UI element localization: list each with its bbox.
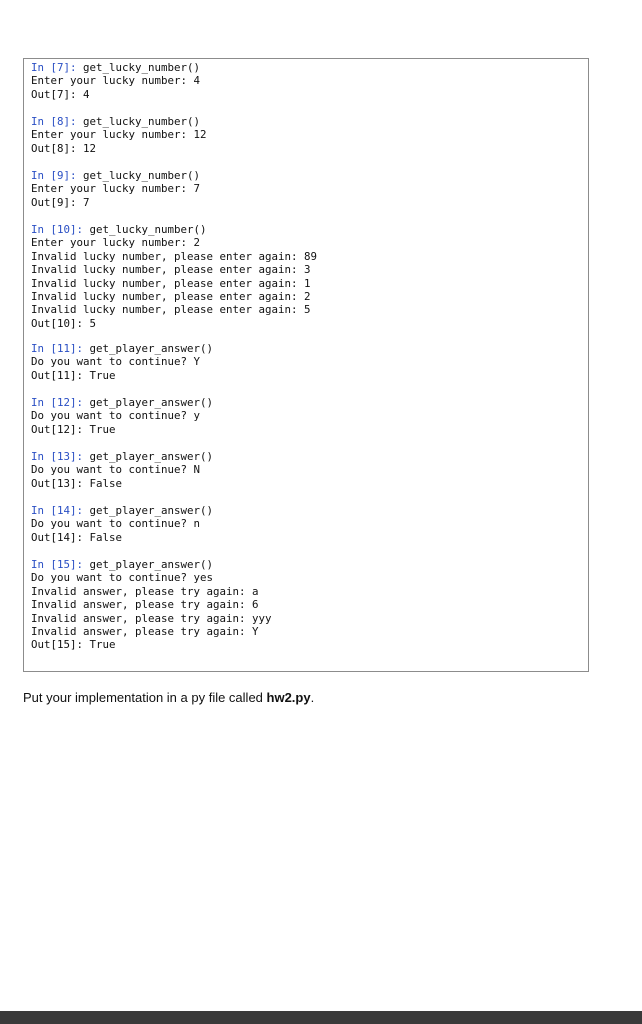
in-prompt: In [8]: <box>31 115 77 128</box>
instruction-filename: hw2.py <box>266 690 311 705</box>
cell-result-line <box>31 369 213 382</box>
cell-result-line <box>31 638 272 651</box>
cell-output-line: Invalid lucky number, please enter again: 89 <box>31 249 318 263</box>
out-prompt: Out[15]: <box>31 638 84 652</box>
in-prompt: In [14]: <box>31 504 84 517</box>
out-prompt: Out[14]: <box>31 530 84 544</box>
cell-result: 7 <box>76 195 90 209</box>
cell-input-line <box>31 61 200 74</box>
cell-code: get_lucky_number() <box>76 169 201 182</box>
cell-result-line <box>31 317 317 330</box>
notebook-cell <box>31 396 213 436</box>
cell-input-line <box>31 115 207 128</box>
out-prompt: Out[10]: <box>31 316 84 330</box>
in-prompt: In [13]: <box>31 450 84 463</box>
in-prompt: In [9]: <box>31 169 77 182</box>
cell-output-line: Do you want to continue? N <box>31 463 201 477</box>
cell-code: get_player_answer() <box>83 342 214 355</box>
cell-code: get_player_answer() <box>83 450 214 463</box>
in-prompt: In [15]: <box>31 558 84 571</box>
notebook-cell <box>31 558 272 652</box>
cell-input-line <box>31 558 272 571</box>
cell-input-line <box>31 223 317 236</box>
cell-code: get_lucky_number() <box>76 61 201 74</box>
out-prompt: Out[8]: <box>31 141 77 155</box>
instruction-suffix: . <box>310 690 315 705</box>
cell-output-line: Enter your lucky number: 12 <box>31 128 207 142</box>
cell-code: get_lucky_number() <box>76 115 201 128</box>
notebook-cell <box>31 223 317 330</box>
cell-input-line <box>31 396 213 409</box>
cell-input-line <box>31 450 213 463</box>
bottom-bar <box>0 1011 642 1024</box>
cell-result: False <box>83 476 123 490</box>
out-prompt: Out[11]: <box>31 368 84 382</box>
cell-output-line: Enter your lucky number: 4 <box>31 74 201 88</box>
cell-result-line <box>31 88 200 101</box>
cell-output-line: Do you want to continue? y <box>31 409 201 423</box>
in-prompt: In [10]: <box>31 223 84 236</box>
notebook-cell <box>31 169 200 209</box>
cell-result: True <box>83 368 116 382</box>
cell-result: 4 <box>76 87 90 101</box>
out-prompt: Out[12]: <box>31 422 84 436</box>
cell-code: get_player_answer() <box>83 558 214 571</box>
in-prompt: In [7]: <box>31 61 77 74</box>
notebook-cell <box>31 61 200 101</box>
cell-output-line: Do you want to continue? Y <box>31 355 201 369</box>
cell-output-line: Invalid answer, please try again: 6 <box>31 598 259 612</box>
cell-input-line <box>31 169 200 182</box>
in-prompt: In [11]: <box>31 342 84 355</box>
notebook-cell <box>31 115 207 155</box>
cell-code: get_lucky_number() <box>83 223 207 236</box>
cell-output-line: Invalid lucky number, please enter again: 1 <box>31 276 311 290</box>
cell-result-line <box>31 142 207 155</box>
cell-output-line: Invalid answer, please try again: Y <box>31 624 259 638</box>
notebook-cell <box>31 504 213 544</box>
cell-result-line <box>31 477 213 490</box>
cell-output-line: Invalid lucky number, please enter again: 5 <box>31 303 311 317</box>
instruction-text <box>23 690 314 705</box>
notebook-cell <box>31 342 213 382</box>
in-prompt: In [12]: <box>31 396 84 409</box>
cell-output-line: Invalid answer, please try again: yyy <box>31 611 272 625</box>
cell-output-line: Enter your lucky number: 2 <box>31 236 201 250</box>
out-prompt: Out[13]: <box>31 476 84 490</box>
cell-result: True <box>83 638 116 652</box>
cell-output-line: Enter your lucky number: 7 <box>31 182 201 196</box>
cell-code: get_player_answer() <box>83 396 214 409</box>
cell-output-line: Invalid answer, please try again: a <box>31 584 259 598</box>
cell-input-line <box>31 342 213 355</box>
notebook-output-box <box>23 58 589 672</box>
cell-output-line: Do you want to continue? n <box>31 517 201 531</box>
out-prompt: Out[7]: <box>31 87 77 101</box>
cell-result-line <box>31 423 213 436</box>
cell-result-line <box>31 196 200 209</box>
cell-input-line <box>31 504 213 517</box>
cell-output-line: Invalid lucky number, please enter again: 2 <box>31 289 311 303</box>
instruction-prefix: Put your implementation in a py file called <box>23 690 267 705</box>
cell-result: False <box>83 530 123 544</box>
cell-output-line: Invalid lucky number, please enter again: 3 <box>31 263 311 277</box>
out-prompt: Out[9]: <box>31 195 77 209</box>
cell-result: 12 <box>76 141 97 155</box>
cell-output-line: Do you want to continue? yes <box>31 571 214 585</box>
cell-result: True <box>83 422 116 436</box>
cell-code: get_player_answer() <box>83 504 214 517</box>
cell-result: 5 <box>83 316 97 330</box>
notebook-cell <box>31 450 213 490</box>
cell-result-line <box>31 531 213 544</box>
